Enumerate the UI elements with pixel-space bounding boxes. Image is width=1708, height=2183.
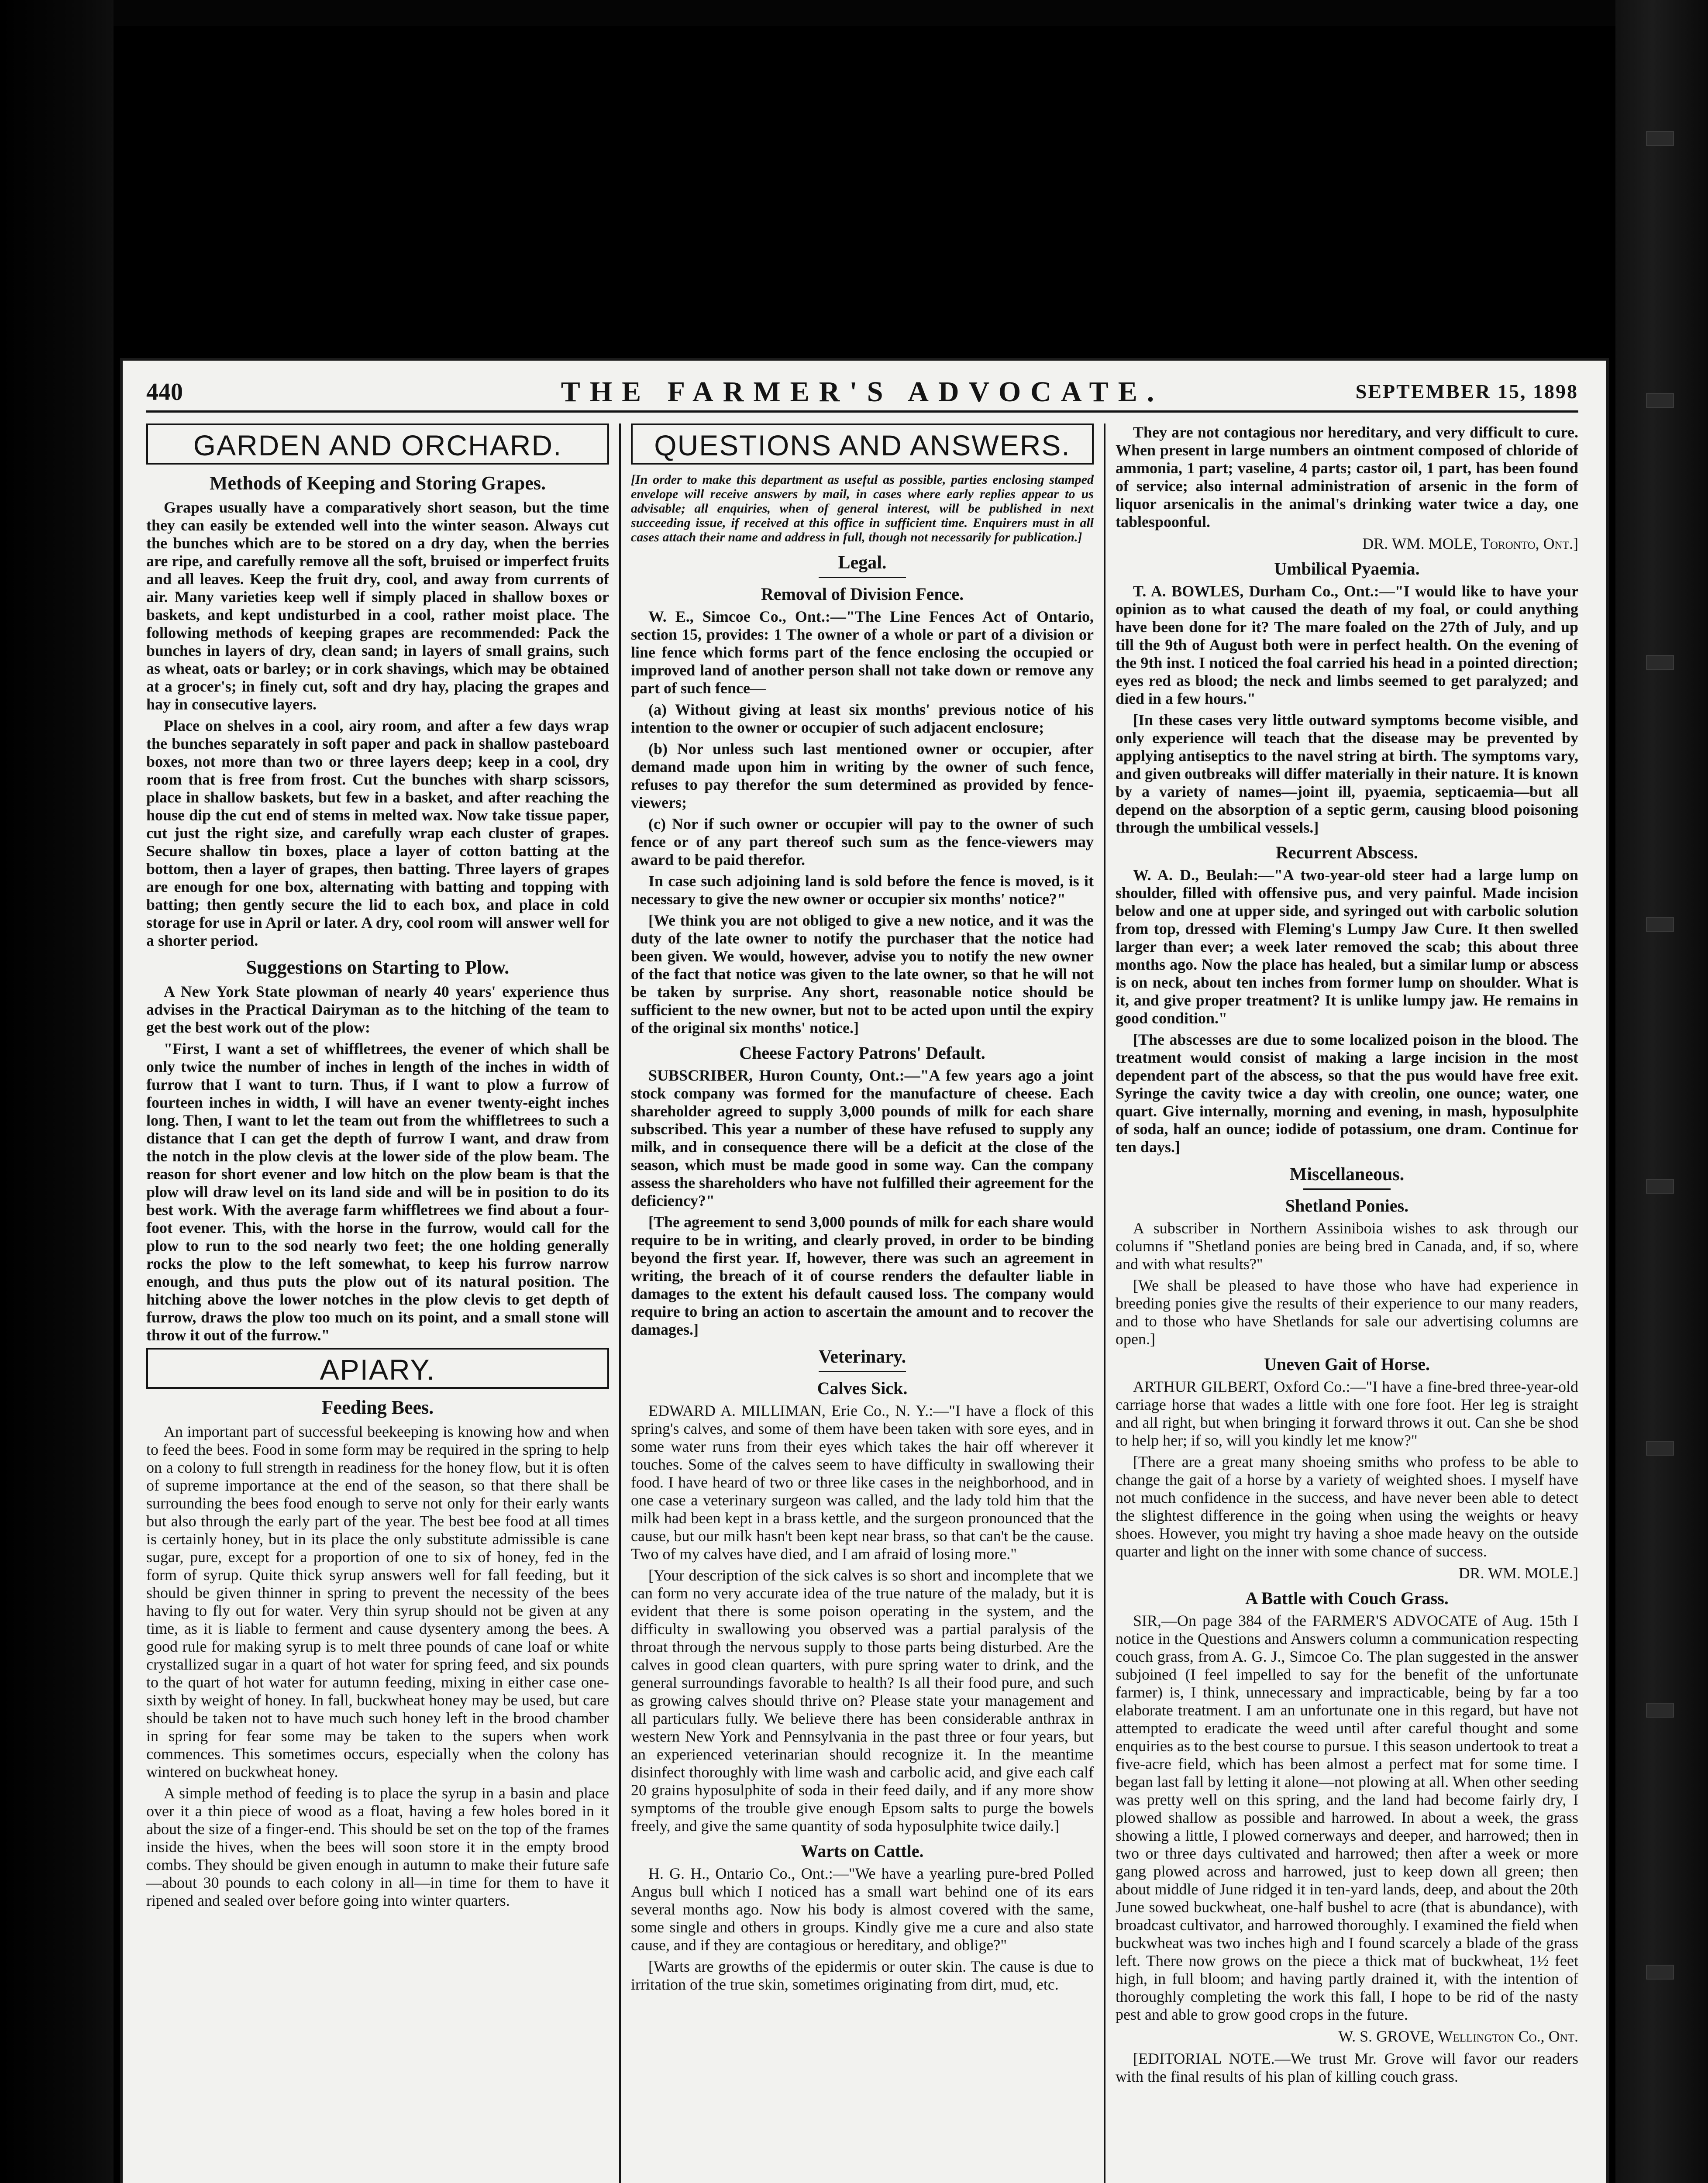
department-heading-questions: QUESTIONS AND ANSWERS. [631,424,1094,465]
department-heading-garden: GARDEN AND ORCHARD. [146,424,609,465]
article-paragraph: (a) Without giving at least six months' previous notice of his intention to the owner or occupier of such adjacent enclosure; [631,701,1094,736]
article-paragraph: In case such adjoining land is sold before the fence is moved, is it necessary to give the new owner or occupier six months' notice?" [631,872,1094,908]
article-paragraph: T. A. BOWLES, Durham Co., Ont.:—"I would like to have your opinion as to what caused the death of my foal, or could anything have been done for it? The mare foaled on the 27th of July, and up till the 9th of August both were in perfect health. On the evening of the 9th inst. I noticed the foal carried his head in a pointed direction; eyes red as blood; the neck and limbs seemed to get paralyzed; and died in a few hours." [1116,582,1578,707]
article-paragraph: A New York State plowman of nearly 40 years' experience thus advises in the Practical Dairyman as to the hitching of the team to get the best work out of the plow: [146,983,609,1036]
article-paragraph: [Warts are growths of the epidermis or outer skin. The cause is due to irritation of the true skin, sometimes originating from dirt, mud, etc. [631,1958,1094,1993]
section-label-miscellaneous [1116,1164,1578,1190]
article-paragraph: [EDITORIAL NOTE.—We trust Mr. Grove will favor our readers with the final results of his plan of killing couch grass. [1116,2050,1578,2085]
article-paragraph: EDWARD A. MILLIMAN, Erie Co., N. Y.:—"I have a flock of this spring's calves, and some of them have been taken with sore eyes, and in some water runs from their eyes which takes the hair off wherever it touches. Some of the calves seem to have difficulty in swallowing their food. I have heard of two or three like cases in the neighborhood, and in one case a veterinary surgeon was called, and the lady told him that the milk had been kept in a brass kettle, and the surgeon pronounced that the cause, but our milk hasn't been kept near brass, so that can't be the cause. Two of my calves have died, and I am afraid of losing more." [631,1402,1094,1563]
article-paragraph: W. E., Simcoe Co., Ont.:—"The Line Fences Act of Ontario, section 15, provides: 1 The owner of a whole or part of a division or line fence which forms part of the fence enclosing the occupied or improved land of another person shall not take down or remove any part of such fence— [631,608,1094,697]
article-paragraph: [Your description of the sick calves is so short and incomplete that we can form no very accurate idea of the true nature of the malady, but it is evident that there is some poison operating in the system, and the difficulty in swallowing you observed was a partial paralysis of the throat through the nervous supply to those parts being disturbed. Are the calves in good clean quarters, with pure spring water to drink, and the general surroundings favorable to health? Is all their food pure, and such as growing calves should thrive on? Please state your management and all particulars fully. We believe there has been considerable anthrax in western New York and Pennsylvania in the past three or four years, but an experienced veterinarian should recognize it. In the meantime disinfect thoroughly with lime wash and carbolic acid, and give each calf 20 grains hyposulphite of soda in their feed daily, and if any more show symptoms of the trouble give enough Epsom salts to purge the bowels freely, and give the same quantity of soda hyposulphite twice daily.] [631,1567,1094,1835]
article-paragraph: (c) Nor if such owner or occupier will pay to the owner of such fence or of any part thereof such sum as the fence-viewers may award to be paid therefor. [631,815,1094,868]
article-heading: Shetland Ponies. [1285,1196,1409,1215]
article-paragraph: [We think you are not obliged to give a new notice, and it was the duty of the late owner to notify the purchaser that the notice had been given. We would, however, advise you to notify the new owner of the fact that notice was given to the late owner, so that he will not be taken by surprise. Any short, reasonable notice should be sufficient to the new owner, but not to be acted upon until the expiry of the original six months' notice.] [631,912,1094,1036]
article-paragraph: Place on shelves in a cool, airy room, and after a few days wrap the bunches separately in soft paper and pack in shallow pasteboard boxes, not more than two or three layers deep; keep in a cool, dry room that is free from frost. Cut the bunches with sharp scissors, place in shallow baskets, but few in a basket, and after reaching the house dip the cut end of stems in melted wax. Now take tissue paper, cut just the right size, and carefully wrap each cluster of grapes. Secure shallow tin boxes, place a layer of cotton batting at the bottom, then a layer of grapes, then batting. Three layers of grapes are enough for one box, alternating with batting and topping with batting; then gently secure the lid to each box, and place in cold storage for use in April or later. A dry, cool room will answer well for a shorter period. [146,717,609,949]
signature: DR. WM. MOLE.] [1458,1564,1578,1582]
masthead-title: THE FARMER'S ADVOCATE. [561,376,1164,408]
department-heading-apiary: APIARY. [146,1348,609,1389]
article-heading: Feeding Bees. [321,1397,434,1418]
section-label-text: Legal. [838,553,887,573]
column-rule [619,424,621,2183]
article-paragraph: [The agreement to send 3,000 pounds of milk for each share would require to be in writing, and clearly proved, in order to be binding beyond the first year. If, however, there was such an agreement in writing, the breach of it of course renders the defaulter liable in damages to the extent his default caused loss. The company would require to bring an action to ascertain the amount and to recover the damages.] [631,1213,1094,1338]
article-paragraph: [There are a great many shoeing smiths who profess to be able to change the gait of a horse by a variety of weighted shoes. I myself have not much confidence in the success, and have never been able to detect the slightest difference in the going when using the weights or heavy shoes. However, you might try having a shoe made heavy on the outside quarter and light on the inner with some chance of success. [1116,1453,1578,1560]
article-paragraph: H. G. H., Ontario Co., Ont.:—"We have a yearling pure-bred Polled Angus bull which I noticed has a small wart behind one of its ears several months ago. Now his body is almost covered with the same, some single and others in groups. Kindly give me a cure and also state cause, and if they are contagious or hereditary, and oblige?" [631,1865,1094,1954]
article-paragraph: ARTHUR GILBERT, Oxford Co.:—"I have a fine-bred three-year-old carriage horse that wades a little with one fore foot. Her leg is straight and all right, but when bringing it forward throws it out. Can she be shod to help her; if so, will you kindly let me know?" [1116,1378,1578,1449]
article-heading: Cheese Factory Patrons' Default. [739,1043,985,1063]
article-paragraph: SIR,—On page 384 of the FARMER'S ADVOCATE of Aug. 15th I notice in the Questions and Answers column a communication respecting couch grass, from A. G. J., Simcoe Co. The plan suggested in the answer subjoined (I feel impelled to say for the benefit of the unfortunate farmer) is, I think, unnecessary and impracticable, being by far a too elaborate treatment. I am an unfortunate one in this regard, but have not attempted to eradicate the weed until after careful thought and some enquiries as to the best course to pursue. I this season undertook to treat a five-acre field, which has been almost a perfect mat for some time. I began last fall by letting it alone—not plowing at all. When other seeding was pretty well on this spring, and the land had become fairly dry, I plowed shallow as possible and harrowed. In about a week, the grass showing a little, I plowed cornerways and deeper, and harrowed; then in two or three days cultivated and harrowed; then after a week or more gang plowed across and harrowed, just to keep down all green; then about middle of June ridged it in ten-yard lands, deep, and about the 20th June sowed buckwheat, one-half bushel to acre (that is abundance), with broadcast cultivator, and harrowed thoroughly. I examined the field when buckwheat was two inches high and I found scarcely a blade of the grass left. There now grows on the piece a thick mat of buckwheat, 1½ feet high, in full bloom; and having partly drained it, with the intention of thoroughly completing the work this fall, I hope to be rid of the nasty pest and able to grow good crops in the future. [1116,1612,1578,2023]
article-heading: A Battle with Couch Grass. [1245,1588,1449,1608]
article-paragraph: A simple method of feeding is to place the syrup in a basin and place over it a thin piece of wood as a float, having a few holes bored in it about the size of a finger-end. This should be set on the top of the frames inside the hives, when the bees will soon store it in the empty brood combs. They should be given enough in autumn to make their future safe—about 30 pounds to each colony in all—in time for them to have it ripened and sealed over before going into winter quarters. [146,1784,609,1909]
column-right [1116,424,1578,2183]
article-paragraph: A subscriber in Northern Assiniboia wishes to ask through our columns if "Shetland ponies are being bred in Canada, and, if so, where and with what results?" [1116,1219,1578,1273]
article-paragraph: SUBSCRIBER, Huron County, Ont.:—"A few years ago a joint stock company was formed for the manufacture of cheese. Each shareholder agreed to supply 3,000 pounds of milk for each share subscribed. This year a number of these have refused to supply any milk, and in consequence there will be a deficit at the close of the season, which must be made good in some way. Can the company assess the shareholders who have not fulfilled their agreement for the deficiency?" [631,1067,1094,1209]
section-label-legal [631,552,1094,578]
newspaper-page [120,358,1609,2183]
article-paragraph: (b) Nor unless such last mentioned owner or occupier, after demand made upon him in writing by the owner of such fence, refuses to pay therefor the sum determined as provided by fence-viewers; [631,740,1094,811]
scan-frame-top [0,0,1708,26]
article-heading: Methods of Keeping and Storing Grapes. [209,472,546,494]
signature: W. S. GROVE, Wellington Co., Ont. [1338,2028,1578,2045]
scan-frame-left [0,0,114,2183]
editorial-note: [In order to make this department as useful as possible, parties enclosing stamped envelope will receive answers by mail, in cases where early replies appear to us advisable; all enquiries, when of general interest, will be published in next succeeding issue, if received at this office in sufficient time. Enquirers must in all cases attach their name and address in full, though not necessarily for publication.] [631,472,1094,544]
article-paragraph: "First, I want a set of whiffletrees, the evener of which shall be only twice the number of inches in length of the inches in width of furrow that I want to turn. Thus, if I want to plow a furrow of fourteen inches in width, I will have an evener twenty-eight inches long. Then, I want to let the team out from the whiffletrees to such a distance that I can get the depth of furrow I want, and draw from the notch in the plow clevis at the lower side of the plow beam. The reason for short evener and low hitch on the plow beam is that the plow will draw level on its land side and will be in position to do its best work. With the average farm whiffletrees we find about a four-foot evener. This, with the horse in the furrow, would call for the plow to run to the sod nearly two feet; the one holding generally rocks the plow to the left somewhat, to keep his furrow narrow enough, and thus puts the plow out of its natural position. The hitching above the lower notches in the plow clevis to get depth of furrow, draws the plow too much on its point, and a small stone will throw it out of the furrow." [146,1040,609,1344]
section-label-veterinary [631,1346,1094,1372]
article-heading: Calves Sick. [817,1378,908,1398]
film-strip-edge [1615,0,1708,2183]
section-label-text: Veterinary. [818,1347,906,1367]
article-paragraph: W. A. D., Beulah:—"A two-year-old steer had a large lump on shoulder, filled with offensive pus, and very painful. Made incision below and one at upper side, and syringed out with carbolic solution from top, dressed with Fleming's Lumpy Jaw Cure. It then swelled larger than ever; a week later removed the scab; this about three months ago. Now the place has healed, but a similar lump or abscess is on neck, about ten inches from former lump on shoulder. What is it, and give proper treatment? It is unlike lumpy jaw. He remains in good condition." [1116,866,1578,1027]
article-paragraph: They are not contagious nor hereditary, and very difficult to cure. When present in large numbers an ointment composed of chloride of ammonia, 1 part; vaseline, 4 parts; castor oil, 1 part, has been found of service; also internal administration of arsenic in the form of liquor arsenicalis in the animal's drinking water twice a day, one tablespoonful. [1116,424,1578,530]
article-heading: Uneven Gait of Horse. [1264,1354,1430,1374]
article-paragraph: Grapes usually have a comparatively short season, but the time they can easily be extended well into the winter season. Always cut the bunches which are to be stored on a dry day, when the berries are ripe, and carefully remove all the soft, bruised or imperfect fruits and all leaves. Keep the fruit dry, cool, and away from currents of air. Many varieties keep well if simply placed in shallow boxes or baskets, and kept undisturbed in a cool, rather moist place. The following methods of keeping grapes are recommended: Pack the bunches in layers of dry, clean sand; in layers of small grains, such as wheat, oats or barley; or in cork shavings, which may be obtained at a grocer's; in finely cut, soft and dry hay, placing the grapes and hay in consecutive layers. [146,499,609,713]
article-paragraph: [In these cases very little outward symptoms become visible, and only experience will teach that the disease may be prevented by applying antiseptics to the navel string at birth. The symptoms vary, and given outbreaks will differ materially in their nature. It is known by a variety of names—joint ill, pyaemia, septicaemia—but all depend on the absorption of a septic germ, causing blood poisoning through the umbilical vessels.] [1116,711,1578,836]
article-paragraph: An important part of successful beekeeping is knowing how and when to feed the bees. Food in some form may be required in the spring to help on a colony to full strength in readiness for the honey flow, but it is often of supreme importance at the end of the season, so that there shall be surrounding the bees food enough to serve not only for their early wants but also through the early part of the year. The best bee food at all times is certainly honey, but in its place the only substitute admissible is cane sugar, pure, except for a proportion of one to six of honey, fed in the form of syrup. Quite thick syrup answers well for fall feeding, but it should be given thinner in spring to prevent the necessity of the bees having to fly out for water. Very thin syrup should not be given at any time, as it is liable to ferment and cause dysentery among the bees. A good rule for making syrup is to melt three pounds of cane loaf or white crystallized sugar in a quart of hot water for spring feed, and six pounds to the quart of hot water for autumn feeding, mixing in either case one-sixth by weight of honey. In fall, buckwheat honey may be used, but care should be taken not to have much such honey left in the brood chamber in spring for fear some may be taken to the supers when work commences. This sometimes occurs, especially when the colony has wintered on buckwheat honey. [146,1423,609,1780]
article-paragraph: [The abscesses are due to some localized poison in the blood. The treatment would consist of making a large incision in the most dependent part of the abscess, so that the pus would have free exit. Syringe the cavity twice a day with creolin, one ounce; water, one quart. Give internally, morning and evening, in mash, hyposulphite of soda, half an ounce; iodide of potassium, one dram. Continue for ten days.] [1116,1031,1578,1156]
section-label-text: Miscellaneous. [1289,1164,1405,1184]
article-paragraph: [We shall be pleased to have those who have had experience in breeding ponies give the results of their experience to our many readers, and to those who have Shetlands for sale our advertising columns are open.] [1116,1277,1578,1348]
column-rule [1104,424,1105,2183]
article-heading: Warts on Cattle. [801,1841,924,1861]
article-heading: Removal of Division Fence. [761,584,964,604]
article-heading: Suggestions on Starting to Plow. [246,957,510,978]
article-heading: Recurrent Abscess. [1276,843,1418,862]
running-head [146,375,1578,413]
issue-date: SEPTEMBER 15, 1898 [1355,380,1578,403]
page-number: 440 [146,379,183,406]
column-middle [631,424,1094,2183]
column-left [146,424,609,2183]
signature: DR. WM. MOLE, Toronto, Ont.] [1362,535,1578,552]
article-heading: Umbilical Pyaemia. [1274,559,1420,578]
